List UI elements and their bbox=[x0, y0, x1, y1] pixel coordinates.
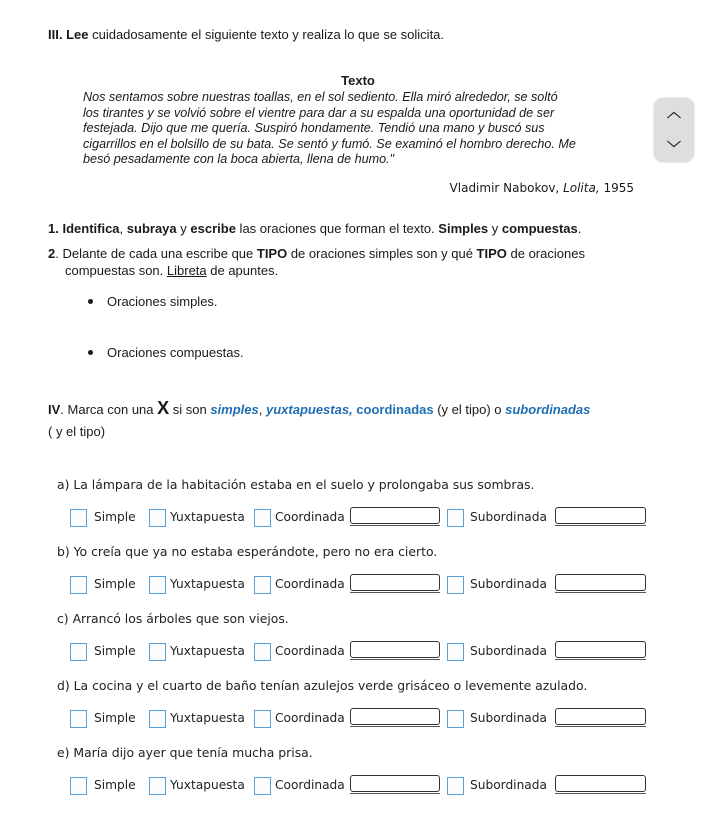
question-2-num: 2 bbox=[48, 246, 56, 261]
coordinada-checkbox[interactable] bbox=[254, 777, 271, 795]
simple-checkbox[interactable] bbox=[70, 777, 87, 795]
passage-line: festejada. Dijo que me quería. Suspiró hondamente. Tendió una mano y buscó sus bbox=[83, 121, 545, 136]
coordinada-type-field[interactable] bbox=[350, 574, 440, 591]
q1-text: , bbox=[119, 221, 127, 236]
q1-bold: subraya bbox=[126, 221, 177, 236]
s4-text: (y el tipo) o bbox=[433, 402, 506, 417]
coordinada-checkbox[interactable] bbox=[254, 576, 271, 594]
q2-underlined: Libreta bbox=[166, 263, 207, 278]
bullet-simples bbox=[88, 294, 218, 309]
passage-line: Nos sentamos sobre nuestras toallas, en el sol sediento. Ella miró alrededor, se soltó bbox=[83, 90, 558, 104]
coordinada-underline bbox=[350, 525, 440, 526]
q2-bold: TIPO bbox=[256, 246, 288, 261]
subordinada-type-field[interactable] bbox=[555, 708, 646, 725]
s4-coordinadas: coordinadas bbox=[352, 402, 434, 417]
q1-text: . bbox=[577, 221, 582, 236]
coordinada-type-field[interactable] bbox=[350, 775, 440, 792]
subordinada-checkbox[interactable] bbox=[447, 710, 464, 728]
s4-text: si son bbox=[169, 402, 211, 417]
coordinada-type-field[interactable] bbox=[350, 708, 440, 725]
coordinada-underline bbox=[350, 592, 440, 593]
simple-label: Simple bbox=[94, 778, 136, 792]
coordinada-checkbox[interactable] bbox=[254, 710, 271, 728]
subordinada-underline bbox=[555, 659, 646, 660]
passage-author bbox=[450, 181, 634, 195]
exercise-options-row bbox=[68, 574, 658, 596]
coordinada-underline bbox=[350, 659, 440, 660]
question-1 bbox=[48, 221, 581, 236]
author-work: Lolita, bbox=[563, 181, 600, 195]
exercise-options-row bbox=[68, 775, 658, 797]
q1-bold: escribe bbox=[190, 221, 236, 236]
q2-bold: TIPO bbox=[476, 246, 507, 261]
chevron-up-icon[interactable]: ︿ bbox=[667, 104, 681, 120]
simple-checkbox[interactable] bbox=[70, 643, 87, 661]
subordinada-underline bbox=[555, 525, 646, 526]
exercise-sentence: c) Arrancó los árboles que son viejos. bbox=[57, 611, 289, 626]
bullet-dot bbox=[88, 299, 93, 304]
section-3-lead: Lee bbox=[66, 27, 89, 42]
coordinada-label: Coordinada bbox=[275, 644, 345, 658]
s4-simples: simples bbox=[210, 402, 259, 417]
author-name: Vladimir Nabokov, bbox=[449, 181, 564, 195]
subordinada-type-field[interactable] bbox=[555, 507, 646, 524]
q2-text: de apuntes. bbox=[206, 263, 279, 278]
section-3-instruction bbox=[48, 27, 444, 42]
q2-text: . Delante de cada una escribe que bbox=[55, 246, 257, 261]
question-1-num: 1. bbox=[48, 221, 63, 236]
chevron-down-icon[interactable]: ﹀ bbox=[667, 140, 681, 156]
yuxtapuesta-label: Yuxtapuesta bbox=[170, 778, 245, 792]
subordinada-underline bbox=[555, 793, 646, 794]
exercise-sentence: b) Yo creía que ya no estaba esperándote, pero no era cierto. bbox=[57, 544, 438, 559]
coordinada-type-field[interactable] bbox=[350, 641, 440, 658]
coordinada-type-field[interactable] bbox=[350, 507, 440, 524]
s4-subordinadas: subordinadas bbox=[505, 402, 591, 417]
q1-bold: compuestas bbox=[501, 221, 578, 236]
author-year: 1955 bbox=[599, 181, 634, 195]
s4-text: , bbox=[258, 402, 266, 417]
subordinada-checkbox[interactable] bbox=[447, 643, 464, 661]
section-3-rest: cuidadosamente el siguiente texto y realiza lo que se solicita. bbox=[88, 27, 445, 42]
subordinada-label: Subordinada bbox=[470, 778, 547, 792]
yuxtapuesta-label: Yuxtapuesta bbox=[170, 510, 245, 524]
coordinada-label: Coordinada bbox=[275, 711, 345, 725]
exercise-options-row bbox=[68, 641, 658, 663]
subordinada-type-field[interactable] bbox=[555, 775, 646, 792]
subordinada-label: Subordinada bbox=[470, 510, 547, 524]
exercise-options-row bbox=[68, 507, 658, 529]
q1-text: las oraciones que forman el texto. bbox=[235, 221, 439, 236]
q1-text: y bbox=[488, 221, 502, 236]
yuxtapuesta-label: Yuxtapuesta bbox=[170, 644, 245, 658]
coordinada-label: Coordinada bbox=[275, 510, 345, 524]
q2-text: de oraciones bbox=[506, 246, 585, 261]
subordinada-label: Subordinada bbox=[470, 711, 547, 725]
passage-line: los tirantes y se volvió sobre el vientre para dar a su espalda una oportunidad de ser bbox=[83, 105, 555, 120]
yuxtapuesta-checkbox[interactable] bbox=[149, 777, 166, 795]
subordinada-checkbox[interactable] bbox=[447, 576, 464, 594]
q1-bold: Simples bbox=[438, 221, 489, 236]
simple-label: Simple bbox=[94, 577, 136, 591]
bullet-text: Oraciones compuestas. bbox=[107, 345, 244, 360]
simple-checkbox[interactable] bbox=[70, 509, 87, 527]
bullet-text: Oraciones simples. bbox=[107, 294, 218, 309]
subordinada-type-field[interactable] bbox=[555, 574, 646, 591]
scroll-widget[interactable] bbox=[654, 98, 694, 162]
s4-line2: ( y el tipo) bbox=[48, 424, 106, 439]
yuxtapuesta-checkbox[interactable] bbox=[149, 710, 166, 728]
simple-label: Simple bbox=[94, 644, 136, 658]
simple-label: Simple bbox=[94, 711, 136, 725]
exercise-sentence: e) María dijo ayer que tenía mucha prisa. bbox=[57, 745, 313, 760]
bullet-compuestas bbox=[88, 345, 244, 360]
mark-x: X bbox=[157, 398, 170, 418]
simple-label: Simple bbox=[94, 510, 136, 524]
exercise-sentence: d) La cocina y el cuarto de baño tenían azulejos verde grisáceo o levemente azulado. bbox=[57, 678, 588, 693]
bullet-dot bbox=[88, 350, 93, 355]
q2-text: compuestas son. bbox=[65, 263, 167, 278]
coordinada-label: Coordinada bbox=[275, 577, 345, 591]
s4-text: . Marca con una bbox=[60, 402, 158, 417]
subordinada-label: Subordinada bbox=[470, 644, 547, 658]
exercise-sentence: a) La lámpara de la habitación estaba en el suelo y prolongaba sus sombras. bbox=[57, 477, 535, 492]
s4-yuxtapuestas: yuxtapuestas, bbox=[265, 402, 353, 417]
q1-text: y bbox=[176, 221, 191, 236]
yuxtapuesta-label: Yuxtapuesta bbox=[170, 711, 245, 725]
section-4-numeral: IV bbox=[48, 402, 61, 417]
question-2 bbox=[48, 245, 648, 279]
yuxtapuesta-label: Yuxtapuesta bbox=[170, 577, 245, 591]
yuxtapuesta-checkbox[interactable] bbox=[149, 643, 166, 661]
coordinada-underline bbox=[350, 793, 440, 794]
passage bbox=[83, 90, 643, 168]
coordinada-checkbox[interactable] bbox=[254, 643, 271, 661]
section-3-numeral: III. bbox=[48, 27, 63, 42]
coordinada-label: Coordinada bbox=[275, 778, 345, 792]
yuxtapuesta-checkbox[interactable] bbox=[149, 576, 166, 594]
subordinada-checkbox[interactable] bbox=[447, 509, 464, 527]
section-4-instruction bbox=[48, 397, 590, 443]
coordinada-checkbox[interactable] bbox=[254, 509, 271, 527]
q1-bold: Identifica bbox=[62, 221, 120, 236]
yuxtapuesta-checkbox[interactable] bbox=[149, 509, 166, 527]
subordinada-type-field[interactable] bbox=[555, 641, 646, 658]
exercise-options-row bbox=[68, 708, 658, 730]
passage-line: cigarrillos en el bolsillo de su bata. Se sentó y fumó. Se examinó el hombro derecho. Me bbox=[83, 136, 576, 151]
passage-title: Texto bbox=[341, 73, 375, 88]
q2-text: de oraciones simples son y qué bbox=[287, 246, 477, 261]
subordinada-underline bbox=[555, 726, 646, 727]
subordinada-label: Subordinada bbox=[470, 577, 547, 591]
subordinada-underline bbox=[555, 592, 646, 593]
subordinada-checkbox[interactable] bbox=[447, 777, 464, 795]
coordinada-underline bbox=[350, 726, 440, 727]
simple-checkbox[interactable] bbox=[70, 576, 87, 594]
simple-checkbox[interactable] bbox=[70, 710, 87, 728]
passage-line: besó pesadamente con la boca abierta, llena de humo." bbox=[83, 152, 395, 167]
